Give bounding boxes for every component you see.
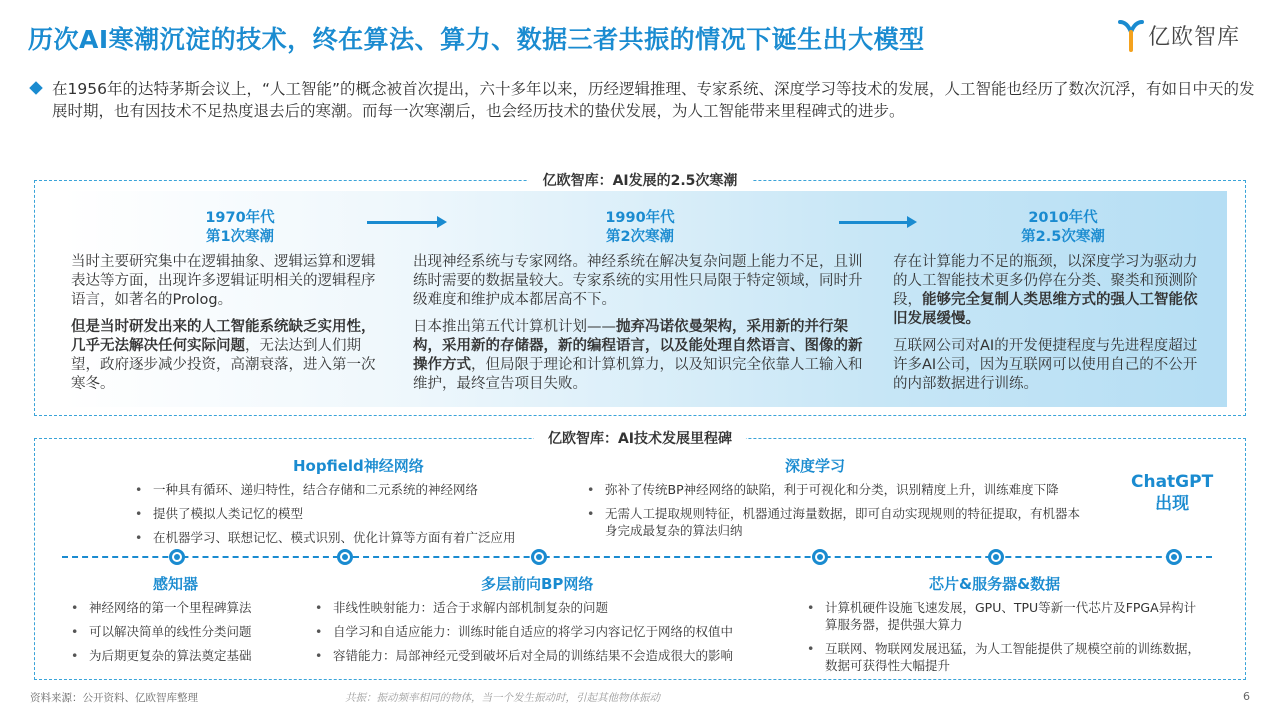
diamond-bullet-icon bbox=[29, 81, 43, 95]
timeline-line bbox=[62, 556, 1212, 558]
ai-winters-panel bbox=[34, 173, 1246, 416]
paragraph bbox=[893, 253, 1209, 329]
list-item: • 在机器学习、联想记忆、模式识别、优化计算等方面有着广泛应用 bbox=[131, 529, 571, 546]
milestone-perceptron-title: 感知器 bbox=[153, 575, 199, 593]
era-label: 第2.5次寒潮 bbox=[1021, 229, 1105, 245]
logo bbox=[1118, 18, 1240, 52]
text: 日本推出第五代计算机计划—— bbox=[413, 319, 616, 335]
arrow-right-icon bbox=[839, 221, 909, 224]
timeline-dot bbox=[337, 549, 353, 565]
list-item: • 神经网络的第一个里程碑算法 bbox=[67, 599, 307, 616]
milestone-bp-title: 多层前向BP网络 bbox=[481, 575, 594, 593]
era-2010s bbox=[973, 209, 1153, 247]
paragraph: 互联网公司对AI的开发便捷程度与先进程度超过许多AI公司，因为互联网可以使用自己的不公开的内部数据进行训练。 bbox=[893, 338, 1198, 392]
era-1970s bbox=[155, 209, 325, 247]
text: ，无法达到人们期望，政府逐步减少投资，高潮衰落，进入第一次寒冬。 bbox=[71, 338, 376, 392]
bold-text: 抛弃冯诺依曼架构，采用新的并行架构，采用新的存储器，新的编程语言，以及能处理自然语言、图像的新操作方式 bbox=[413, 319, 863, 373]
paragraph: 当时主要研究集中在逻辑抽象、逻辑运算和逻辑表达等方面，出现许多逻辑证明相关的逻辑程序语言，如著名的Prolog。 bbox=[71, 254, 376, 308]
bold-text: 但是当时研发出来的人工智能系统缺乏实用性，几乎无法解决任何实际问题 bbox=[71, 319, 376, 354]
timeline-dot bbox=[531, 549, 547, 565]
list-item: • 非线性映射能力：适合于求解内部机制复杂的问题 bbox=[311, 599, 781, 616]
era-1970s-text bbox=[71, 253, 387, 402]
chatgpt-label: ChatGPT bbox=[1131, 472, 1214, 492]
list-item: • 容错能力：局部神经元受到破坏后对全局的训练结果不会造成很大的影响 bbox=[311, 647, 781, 664]
era-1990s-text bbox=[413, 253, 869, 402]
intro-text: 在1956年的达特茅斯会议上，“人工智能”的概念被首次提出，六十多年以来，历经逻辑推理、专家系统、深度学习等技术的发展，人工智能也经历了数次沉浮，有如日中天的发展时期，也有因技术不足热度退去后的寒潮。而每一次寒潮后，也会经历技术的蛰伏发展，为人工智能带来里程碑式的进步。 bbox=[52, 80, 1255, 120]
milestones-panel bbox=[34, 431, 1246, 680]
milestone-bp-list bbox=[311, 599, 781, 671]
logo-icon bbox=[1118, 18, 1144, 52]
milestone-hopfield-list bbox=[131, 481, 571, 553]
timeline-dot bbox=[169, 549, 185, 565]
milestone-perceptron-list bbox=[67, 599, 307, 671]
list-item: • 互联网、物联网发展迅猛，为人工智能提供了规模空前的训练数据，数据可获得性大幅提升 bbox=[803, 640, 1203, 674]
era-year: 2010年代 bbox=[1028, 210, 1098, 226]
milestone-chip-title: 芯片&服务器&数据 bbox=[929, 575, 1061, 593]
source-note: 资料来源：公开资料、亿欧智库整理 bbox=[30, 692, 198, 704]
text: 存在计算能力不足的瓶颈，以深度学习为驱动力的人工智能技术更多仍停在分类、聚类和预测阶段， bbox=[893, 254, 1198, 308]
timeline-dot bbox=[1166, 549, 1182, 565]
list-item: • 无需人工提取规则特征，机器通过海量数据，即可自动实现规则的特征提取，有机器本身完成最复杂的算法归纳 bbox=[583, 505, 1083, 539]
milestone-deep-learning-title: 深度学习 bbox=[785, 457, 846, 475]
era-year: 1970年代 bbox=[205, 210, 275, 226]
era-1990s bbox=[555, 209, 725, 247]
text: ，但局限于理论和计算机算力，以及知识完全依靠人工输入和维护，最终宣告项目失败。 bbox=[413, 357, 863, 392]
list-item: • 弥补了传统BP神经网络的缺陷，利于可视化和分类，识别精度上升，训练难度下降 bbox=[583, 481, 1083, 498]
list-item: • 可以解决简单的线性分类问题 bbox=[67, 623, 307, 640]
paragraph: 出现神经系统与专家网络。神经系统在解决复杂问题上能力不足，且训练时需要的数据量较大。专家系统的实用性只局限于特定领域，同时升级难度和维护成本都居高不下。 bbox=[413, 254, 863, 308]
intro-paragraph bbox=[30, 78, 1260, 122]
panel-title: 亿欧智库：AI技术发展里程碑 bbox=[534, 428, 746, 448]
list-item: • 计算机硬件设施飞速发展，GPU、TPU等新一代芯片及FPGA异构计算服务器，提供强大算力 bbox=[803, 599, 1203, 633]
list-item: • 一种具有循环、递归特性，结合存储和二元系统的神经网络 bbox=[131, 481, 571, 498]
era-2010s-text bbox=[893, 253, 1209, 402]
milestone-chatgpt bbox=[1131, 471, 1213, 515]
milestone-deep-learning-list bbox=[583, 481, 1083, 546]
list-item: • 自学习和自适应能力：训练时能自适应的将学习内容记忆于网络的权值中 bbox=[311, 623, 781, 640]
era-label: 第2次寒潮 bbox=[605, 229, 675, 245]
era-label: 第1次寒潮 bbox=[205, 229, 275, 245]
list-item: • 提供了模拟人类记忆的模型 bbox=[131, 505, 571, 522]
page-title: 历次AI寒潮沉淀的技术，终在算法、算力、数据三者共振的情况下诞生出大模型 bbox=[28, 25, 925, 54]
list-item: • 为后期更复杂的算法奠定基础 bbox=[67, 647, 307, 664]
era-year: 1990年代 bbox=[605, 210, 675, 226]
page-number: 6 bbox=[1243, 690, 1250, 703]
milestone-hopfield-title: Hopfield神经网络 bbox=[293, 457, 424, 475]
timeline-dot bbox=[988, 549, 1004, 565]
footnote: 共振：振动频率相同的物体，当一个发生振动时，引起其他物体振动 bbox=[345, 692, 660, 704]
milestone-chip-list bbox=[803, 599, 1203, 681]
timeline-dot bbox=[812, 549, 828, 565]
bold-text: 能够完全复制人类思维方式的强人工智能依旧发展缓慢。 bbox=[893, 292, 1198, 327]
logo-text: 亿欧智库 bbox=[1148, 24, 1241, 50]
arrow-right-icon bbox=[367, 221, 439, 224]
panel-title: 亿欧智库：AI发展的2.5次寒潮 bbox=[529, 170, 752, 190]
paragraph bbox=[413, 318, 869, 394]
paragraph bbox=[71, 318, 387, 394]
chatgpt-sub: 出现 bbox=[1155, 494, 1190, 514]
